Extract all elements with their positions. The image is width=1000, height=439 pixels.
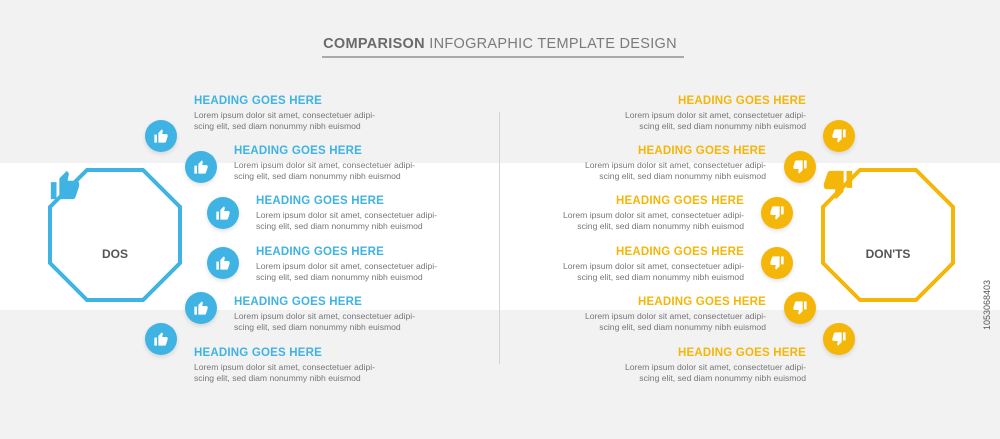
dos-text: Lorem ipsum dolor sit amet, consectetuer adipi- scing elit, sed diam nonummy nibh euismod (256, 261, 438, 282)
dos-text: Lorem ipsum dolor sit amet, consectetuer adipi- scing elit, sed diam nonummy nibh euismod (194, 110, 376, 131)
donts-circle-3 (761, 197, 793, 229)
center-divider (499, 112, 500, 364)
dos-text: Lorem ipsum dolor sit amet, consectetuer adipi- scing elit, sed diam nonummy nibh euismod (256, 210, 438, 231)
dos-heading: HEADING GOES HERE (194, 95, 323, 107)
donts-item-5 (506, 295, 766, 333)
dos-heading: HEADING GOES HERE (194, 347, 323, 359)
dos-circle-4 (207, 247, 239, 279)
thumbs-up-icon (193, 159, 209, 175)
dos-item-3 (256, 194, 516, 232)
donts-heading: HEADING GOES HERE (677, 95, 806, 107)
dos-heading: HEADING GOES HERE (234, 145, 363, 157)
dos-circle-6 (145, 323, 177, 355)
thumbs-up-icon (153, 128, 169, 144)
thumbs-down-icon (792, 300, 808, 316)
dos-item-4 (256, 245, 516, 283)
thumbs-down-icon (769, 255, 785, 271)
donts-heading: HEADING GOES HERE (615, 246, 744, 258)
thumbs-up-icon (215, 205, 231, 221)
donts-text: Lorem ipsum dolor sit amet, consectetuer adipi- scing elit, sed diam nonummy nibh euismod (584, 311, 766, 332)
dos-circle-1 (145, 120, 177, 152)
title-underline (322, 56, 684, 58)
donts-text: Lorem ipsum dolor sit amet, consectetuer adipi- scing elit, sed diam nonummy nibh euismod (562, 261, 744, 282)
thumbs-down-icon (821, 168, 855, 202)
donts-circle-6 (823, 323, 855, 355)
stock-id: 1053068403 (982, 279, 992, 330)
donts-text: Lorem ipsum dolor sit amet, consectetuer adipi- scing elit, sed diam nonummy nibh euismod (624, 110, 806, 131)
thumbs-up-icon (153, 331, 169, 347)
dos-item-1 (194, 94, 454, 132)
dos-item-6 (194, 346, 454, 384)
donts-circle-5 (784, 292, 816, 324)
donts-heading: HEADING GOES HERE (677, 347, 806, 359)
donts-heading: HEADING GOES HERE (637, 296, 766, 308)
dos-heading: HEADING GOES HERE (256, 246, 385, 258)
dos-circle-2 (185, 151, 217, 183)
thumbs-down-icon (831, 128, 847, 144)
dos-circle-3 (207, 197, 239, 229)
dos-heading: HEADING GOES HERE (256, 195, 385, 207)
donts-heading: HEADING GOES HERE (637, 145, 766, 157)
page-title (0, 36, 1000, 52)
thumbs-down-icon (769, 205, 785, 221)
dos-text: Lorem ipsum dolor sit amet, consectetuer adipi- scing elit, sed diam nonummy nibh euismod (194, 362, 376, 383)
donts-octagon (821, 168, 955, 302)
thumbs-down-icon (831, 331, 847, 347)
dos-label: DOS (101, 247, 128, 261)
title-rest: INFOGRAPHIC TEMPLATE DESIGN (424, 36, 677, 52)
donts-heading: HEADING GOES HERE (615, 195, 744, 207)
donts-circle-1 (823, 120, 855, 152)
dos-item-5 (234, 295, 494, 333)
dos-text: Lorem ipsum dolor sit amet, consectetuer adipi- scing elit, sed diam nonummy nibh euismod (234, 160, 416, 181)
thumbs-up-icon (48, 168, 82, 202)
donts-text: Lorem ipsum dolor sit amet, consectetuer adipi- scing elit, sed diam nonummy nibh euismod (624, 362, 806, 383)
title-bold: COMPARISON (323, 36, 425, 52)
thumbs-down-icon (792, 159, 808, 175)
donts-circle-4 (761, 247, 793, 279)
dos-octagon (48, 168, 182, 302)
dos-heading: HEADING GOES HERE (234, 296, 363, 308)
dos-item-2 (234, 144, 494, 182)
thumbs-up-icon (215, 255, 231, 271)
dos-circle-5 (185, 292, 217, 324)
donts-item-1 (546, 94, 806, 132)
donts-item-4 (484, 245, 744, 283)
donts-text: Lorem ipsum dolor sit amet, consectetuer adipi- scing elit, sed diam nonummy nibh euismod (562, 210, 744, 231)
donts-item-3 (484, 194, 744, 232)
donts-circle-2 (784, 151, 816, 183)
dos-text: Lorem ipsum dolor sit amet, consectetuer adipi- scing elit, sed diam nonummy nibh euismod (234, 311, 416, 332)
donts-item-2 (506, 144, 766, 182)
donts-label: DON'TS (865, 247, 911, 261)
thumbs-up-icon (193, 300, 209, 316)
donts-item-6 (546, 346, 806, 384)
donts-text: Lorem ipsum dolor sit amet, consectetuer adipi- scing elit, sed diam nonummy nibh euismod (584, 160, 766, 181)
